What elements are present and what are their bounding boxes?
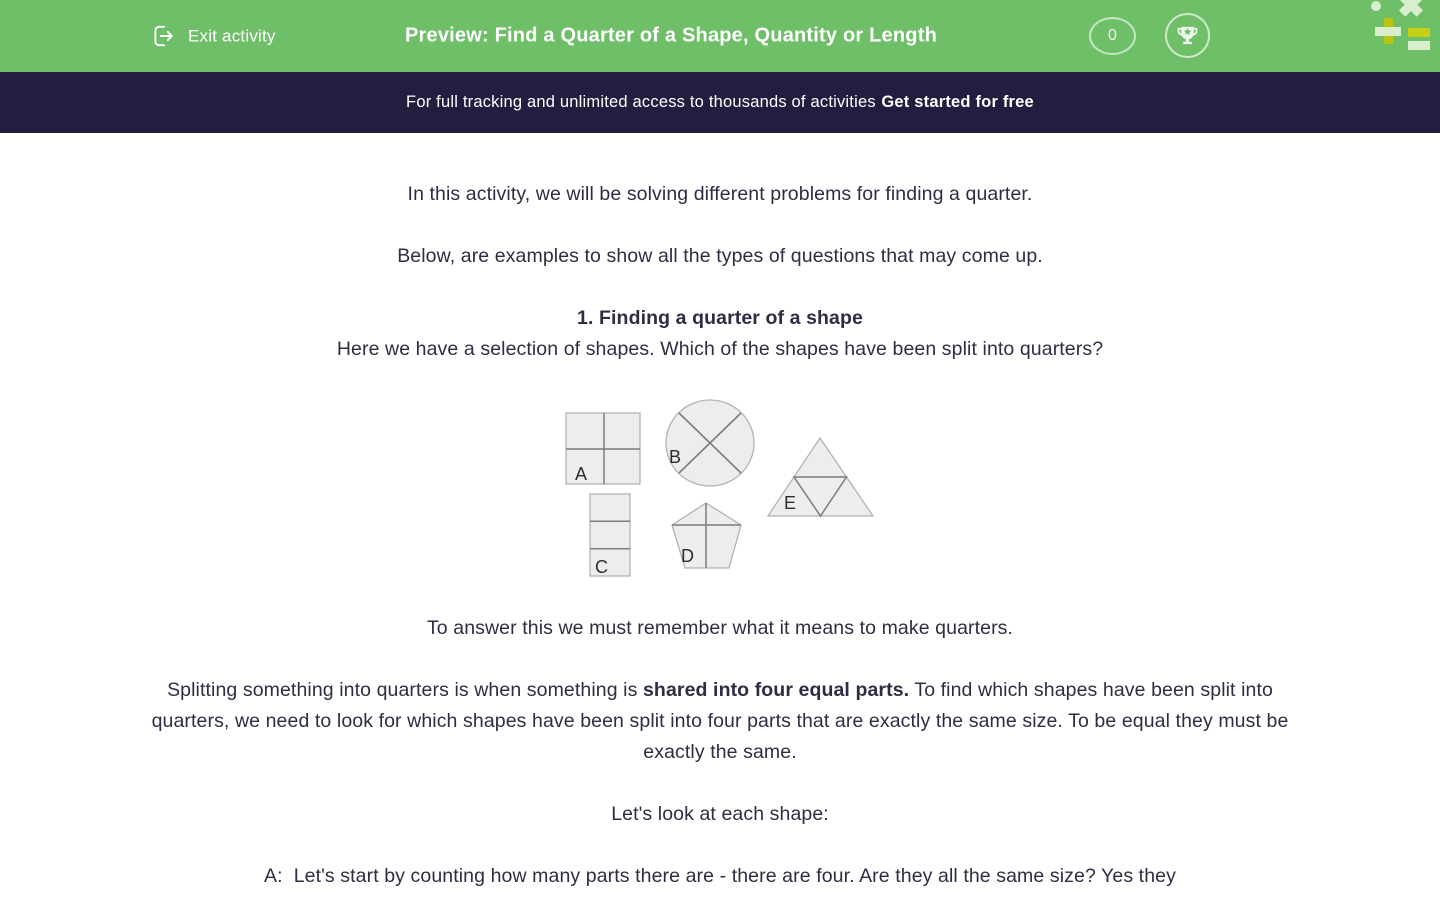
- logo-equals-icon: [1408, 41, 1430, 50]
- activity-preview-content: [145, 133, 1295, 892]
- svg-text:A: A: [574, 464, 587, 484]
- shapes-figure: [145, 396, 1295, 591]
- shape-b-circle: [666, 400, 754, 486]
- shape-d-pentagon: [672, 503, 741, 568]
- svg-text:B: B: [668, 447, 681, 467]
- section-1-question: Here we have a selection of shapes. Which of the shapes have been split into quarters?: [336, 338, 1104, 360]
- trophy-icon: [1174, 22, 1201, 49]
- svg-text:D: D: [680, 546, 694, 566]
- intro-paragraph-1: In this activity, we will be solving different problems for finding a quarter.: [407, 183, 1033, 205]
- achievements-button[interactable]: [1165, 13, 1210, 58]
- exit-activity-label: Exit activity: [188, 26, 276, 45]
- shape-e-triangle: [768, 438, 873, 516]
- explain-paragraph: [145, 675, 1295, 768]
- explain-text-before: Splitting something into quarters is when something is: [167, 679, 643, 701]
- lets-look-paragraph: Let's look at each shape:: [611, 803, 829, 825]
- page-title: Preview: Find a Quarter of a Shape, Quantity or Length: [405, 24, 937, 47]
- logo-dot-icon: [1371, 1, 1381, 11]
- section-1-block: [145, 303, 1295, 365]
- explain-text-after: To find which shapes have been split into quarters, we need to look for which shapes have been split into four parts that are exactly the same size. To be equal they must be exactly the same.: [151, 679, 1289, 763]
- shape-a-square: [566, 413, 640, 484]
- explain-text-bold: shared into four equal parts.: [642, 679, 910, 701]
- score-badge: [1089, 17, 1136, 55]
- svg-text:C: C: [594, 557, 608, 577]
- remember-paragraph: To answer this we must remember what it means to make quarters.: [426, 617, 1014, 639]
- app-header: [0, 0, 1440, 72]
- get-started-link[interactable]: Get started for free: [881, 93, 1034, 111]
- upgrade-banner: [0, 72, 1440, 133]
- exit-activity-button[interactable]: [150, 23, 276, 50]
- logo-plus-icon: [1375, 18, 1401, 44]
- intro-paragraph-2: Below, are examples to show all the types of questions that may come up.: [397, 245, 1043, 267]
- answer-a-paragraph: A: Let's start by counting how many parts there are - there are four. Are they all the same size? Yes they: [264, 865, 1176, 887]
- section-1-heading: 1. Finding a quarter of a shape: [577, 307, 863, 329]
- exit-icon: [150, 23, 177, 50]
- banner-message: For full tracking and unlimited access to thousands of activities: [406, 93, 876, 111]
- svg-text:E: E: [783, 493, 796, 513]
- logo-equals-icon: [1408, 28, 1430, 37]
- score-value: 0: [1108, 27, 1117, 44]
- shape-c-rectangle: [590, 494, 630, 577]
- brand-logo-math-symbols: [1340, 0, 1440, 70]
